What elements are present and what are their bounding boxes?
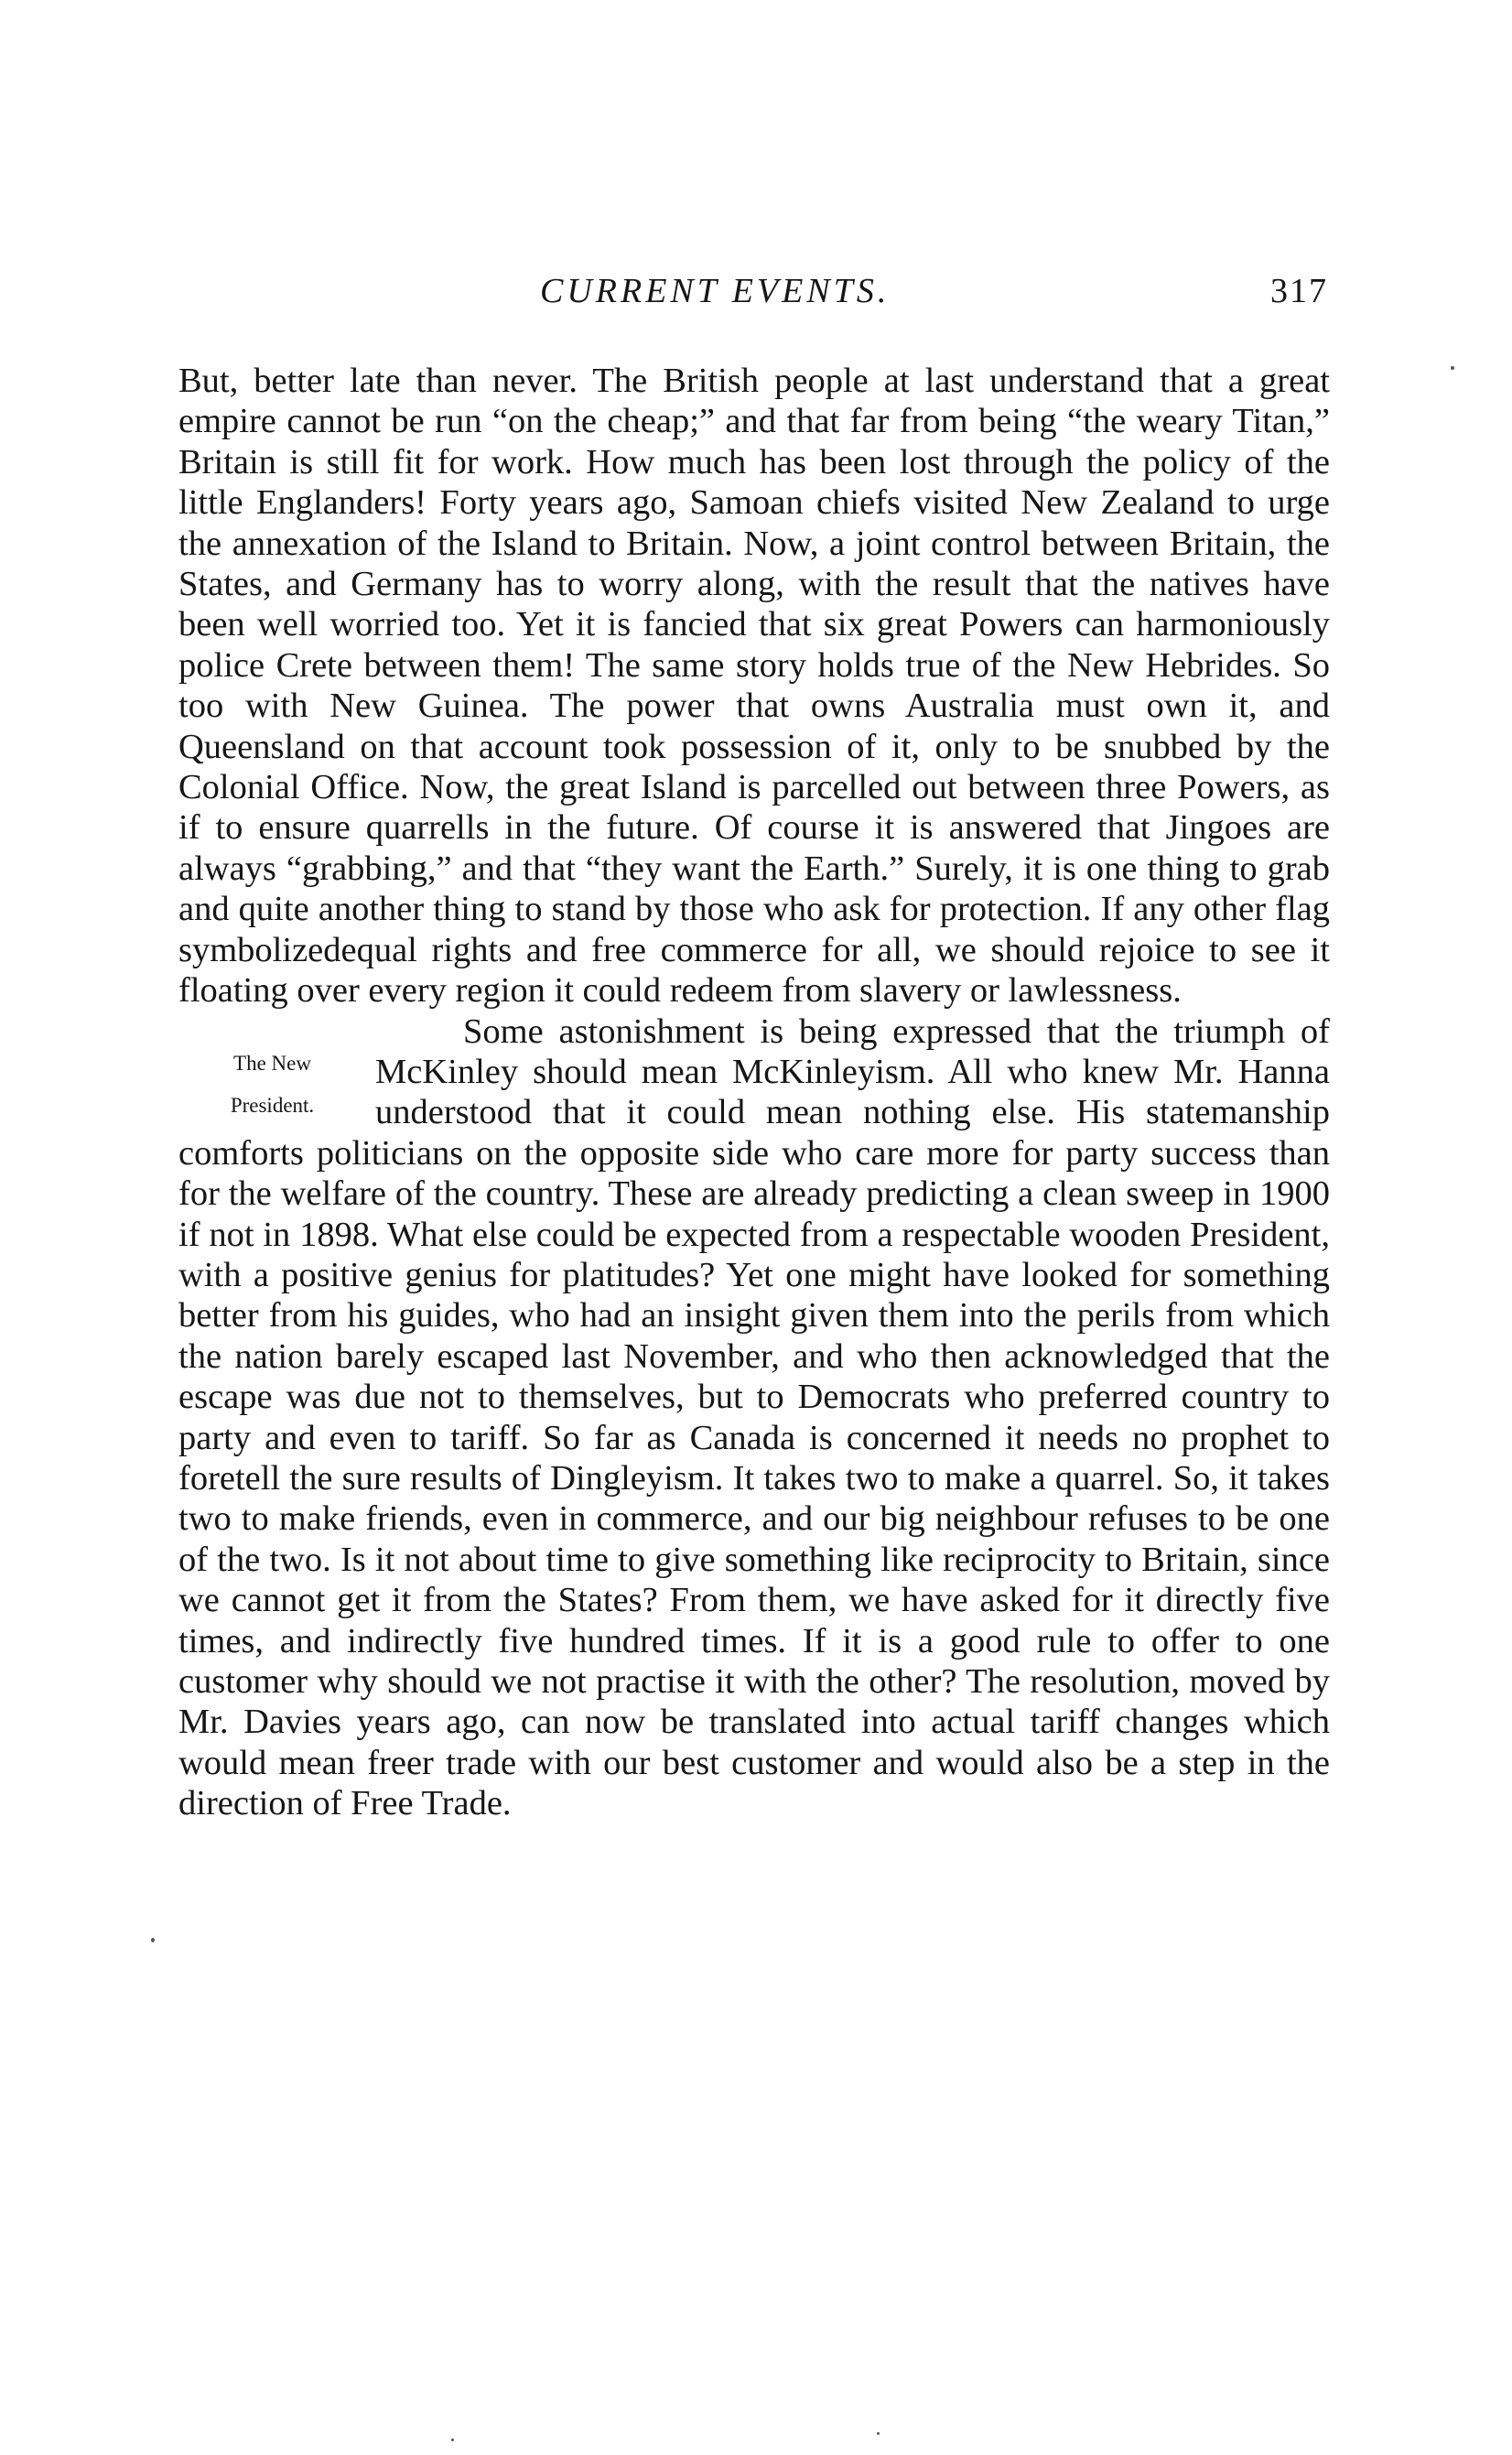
running-head: CURRENT EVENTS.: [540, 272, 891, 310]
margin-note-the-new-president: [175, 1011, 370, 1121]
margin-note-line-1: The New: [233, 1051, 311, 1075]
scan-speck: [1451, 366, 1454, 370]
article-body: [178, 361, 1330, 1824]
scan-speck: [877, 2432, 880, 2435]
paragraph-mckinley: [178, 1011, 1330, 1824]
paragraph-britain-empire: But, better late than never. The British people at last understand that a great empire cannot be run “on the cheap;” and that far from being “the weary Titan,” Britain is still fit for work. How much has been lost through the policy of the little Englanders! Forty years ago, Samoan chiefs visited New Zealand to urge the annexation of the Island to Britain. Now, a joint control between Britain, the States, and Germany has to worry along, with the result that the natives have been well worried too. Yet it is fancied that six great Powers can harmoniously police Crete between them! The same story holds true of the New Hebrides. So too with New Guinea. The power that owns Australia must own it, and Queensland on that account took possession of it, only to be snubbed by the Colonial Office. Now, the great Island is parcelled out between three Powers, as if to ensure quarrells in the future. Of course it is answered that Jingoes are always “grabbing,” and that “they want the Earth.” Surely, it is one thing to grab and quite another thing to stand by those who ask for protection. If any other flag symbolizedequal rights and free commerce for all, we should rejoice to see it floating over every region it could redeem from slavery or lawlessness.: [178, 362, 1330, 1011]
margin-note-line-2: President.: [230, 1093, 315, 1117]
scan-speck: [151, 1938, 155, 1942]
scan-speck: [451, 2439, 454, 2441]
paragraph-mckinley-text: Some astonishment is being expressed that the triumph of McKinley should mean McKinleyism. All who knew Mr. Hanna understood that it could mean nothing else. His statemanship comforts politicians on the opposite side who care more for party success than for the welfare of the country. These are already predicting a clean sweep in 1900 if not in 1898. What else could be expected from a respectable wooden President, with a positive genius for platitudes? Yet one might have looked for something better from his guides, who had an insight given them into the perils from which the nation barely escaped last November, and who then acknowledged that the escape was due not to themselves, but to Democrats who preferred country to party and even to tariff. So far as Canada is concerned it needs no prophet to foretell the sure results of Dingleyism. It takes two to make a quarrel. So, it takes two to make friends, even in commerce, and our big neighbour refuses to be one of the two. Is it not about time to give something like reciprocity to Britain, since we cannot get it from the States? From them, we have asked for it directly five times, and indirectly five hundred times. If it is a good rule to offer to one customer why should we not practise it with the other? The resolution, moved by Mr. Davies years ago, can now be translated into actual tariff changes which would mean freer trade with our best customer and would also be a step in the direction of Free Trade.: [178, 1011, 1330, 1823]
page-number: 317: [1270, 272, 1328, 310]
